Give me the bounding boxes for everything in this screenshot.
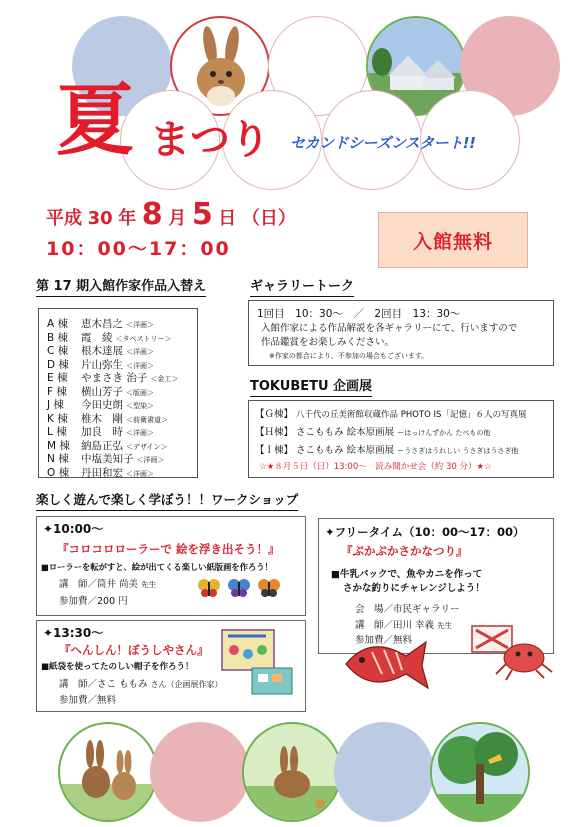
gallery-talk-line2: 作品鑑賞をお楽しみください。 — [261, 337, 395, 348]
list-item: B 棟 霞 綾 ＜タペストリー＞ — [47, 331, 172, 344]
list-item: N 棟 中塩美知子 ＜洋画＞ — [47, 453, 165, 465]
tokubetu-i-sub: ーうさぎはうれしい うさぎはうさぎ他 — [397, 447, 519, 455]
tokubetu-box — [248, 400, 554, 478]
date-weekday: （日） — [241, 208, 296, 229]
decor-circle-pink-2 — [150, 722, 250, 822]
tokubetu-heading: TOKUBETU 企画展 — [250, 380, 372, 397]
list-item: E 棟 やまさき 治子 ＜金工＞ — [47, 372, 179, 384]
workshop-2-desc: ■紙袋を使ってたのしい帽子を作ろう！ — [41, 662, 194, 672]
rabbits-illustration-circle — [58, 722, 158, 822]
workshop-1-teacher — [59, 580, 156, 590]
artists-list — [38, 308, 198, 478]
tree-illustration-circle — [430, 722, 530, 822]
fish-craft-icon — [340, 630, 430, 696]
workshop-1-teacher-name: 講 師／筒井 尚美 — [59, 579, 139, 590]
event-date — [46, 197, 296, 232]
crab-craft-icon — [464, 612, 554, 684]
date-year-unit: 年 — [118, 208, 137, 229]
tokubetu-h-label: 【Ｈ棟】 — [255, 427, 294, 438]
workshop-3-teacher-suffix: 先生 — [437, 621, 453, 630]
rabbit-meadow-circle — [242, 722, 342, 822]
gallery-talk-box — [248, 300, 554, 366]
date-day: 5 — [191, 197, 213, 232]
rabbits-icon — [60, 724, 158, 822]
list-item: A 棟 恵木昌之 ＜洋画＞ — [47, 318, 154, 330]
workshop-2-time: ✦13:30～ — [43, 626, 104, 640]
workshop-3-fee: 参加費／無料 — [355, 635, 413, 646]
workshop-3-desc2: さかな釣りにチャレンジしよう！ — [343, 583, 485, 594]
admission-free-badge: 入館無料 — [378, 212, 528, 268]
list-item: M 棟 納島正弘 ＜デザイン＞ — [47, 439, 168, 452]
paper-hat-illustration-icon — [218, 620, 300, 698]
list-item: L 棟 加良 時 ＜洋画＞ — [47, 426, 154, 438]
date-month-unit: 月 — [168, 208, 187, 229]
workshop-2-teacher-name: 講 師／さこ ももみ — [59, 679, 148, 690]
event-time: 10：00～17：00 — [46, 238, 231, 260]
workshop-2-teacher — [59, 680, 223, 690]
workshop-2-teacher-suffix: さん（企画展作家） — [150, 680, 223, 689]
artists-heading: 第 17 期入館作家作品入替え — [36, 280, 206, 297]
gallery-talk-heading: ギャラリートーク — [250, 280, 354, 297]
workshop-3-time: ✦フリータイム（10：00～17：00） — [325, 525, 525, 539]
date-month: 8 — [141, 197, 163, 232]
workshop-3-desc1: ■牛乳パックで、魚やカニを作って — [331, 569, 483, 580]
tokubetu-h-sub: ーはっけんずかん たべもの他 — [397, 429, 491, 437]
list-item: O 棟 丹田和宏 ＜洋画＞ — [47, 466, 154, 479]
workshop-1-time: ✦10:00～ — [43, 522, 104, 536]
date-year: 30 — [87, 208, 113, 229]
list-item: C 棟 根木達展 ＜洋画＞ — [47, 345, 154, 357]
gallery-talk-line1: 入館作家による作品解説を各ギャラリーにて、行いますので — [261, 323, 518, 334]
tokubetu-i-label: 【Ｉ棟】 — [255, 445, 294, 456]
tokubetu-reading-event: ☆★８月５日（日）13:00～ 読み聞かせ会（約 30 分）★☆ — [259, 462, 492, 472]
tokubetu-g-label: 【Ｇ棟】 — [255, 409, 294, 420]
workshop-1-fee: 参加費／200 円 — [59, 596, 128, 607]
tokubetu-i-text: さこももみ 絵本原画展 — [296, 445, 395, 456]
workshop-1-box — [36, 516, 306, 616]
tree-icon — [432, 724, 530, 822]
list-item: J 棟 今田史朗 ＜型染＞ — [47, 399, 154, 411]
list-item: K 棟 椎木 剛 ＜前衛書道＞ — [47, 412, 168, 425]
workshop-1-teacher-suffix: 先生 — [141, 580, 157, 589]
workshop-3-venue: 会 場／市民ギャラリー — [355, 604, 460, 615]
workshop-3-teacher-name: 講 師／田川 幸義 — [355, 620, 435, 631]
list-item: F 棟 横山芳子 ＜版画＞ — [47, 385, 154, 398]
workshop-heading: 楽しく遊んで楽しく学ぼう！！ワークショップ — [36, 494, 298, 511]
decor-circle-blue-2 — [334, 722, 434, 822]
workshop-2-title: 『へんしん！ぼうしやさん』 — [59, 643, 209, 657]
list-item: D 棟 片山弥生 ＜洋画＞ — [47, 358, 154, 371]
butterfly-icon — [197, 575, 283, 601]
workshop-3-title: 『ぷかぷかさかなつり』 — [341, 544, 468, 558]
workshop-1-desc: ■ローラーを転がすと、絵が出てくる楽しい紙版画を作ろう！ — [41, 562, 273, 572]
tokubetu-row-h — [255, 428, 490, 438]
title-second-season: セカンドシーズンスタート!! — [290, 134, 476, 152]
tokubetu-row-g — [255, 410, 526, 420]
tokubetu-h-text: さこももみ 絵本原画展 — [296, 427, 395, 438]
gallery-talk-note: ※作家の都合により、不参加の場合もございます。 — [269, 352, 429, 360]
title-natsu: 夏 — [56, 75, 135, 166]
rabbit-meadow-icon — [244, 724, 342, 822]
tokubetu-row-i — [255, 446, 518, 456]
date-era: 平成 — [46, 208, 82, 229]
title-matsuri: まつり — [150, 117, 270, 163]
workshop-2-fee: 参加費／無料 — [59, 695, 117, 706]
tokubetu-g-text: 八千代の丘美術館収蔵作品 PHOTO IS「記憶」６人の写真展 — [296, 410, 527, 420]
date-day-unit: 日 — [218, 208, 237, 229]
gallery-talk-times: 1回目 10：30～ ／ 2回目 13：30～ — [257, 308, 461, 320]
workshop-1-title: 『コロコロローラーで 絵を浮き出そう！』 — [57, 542, 280, 556]
